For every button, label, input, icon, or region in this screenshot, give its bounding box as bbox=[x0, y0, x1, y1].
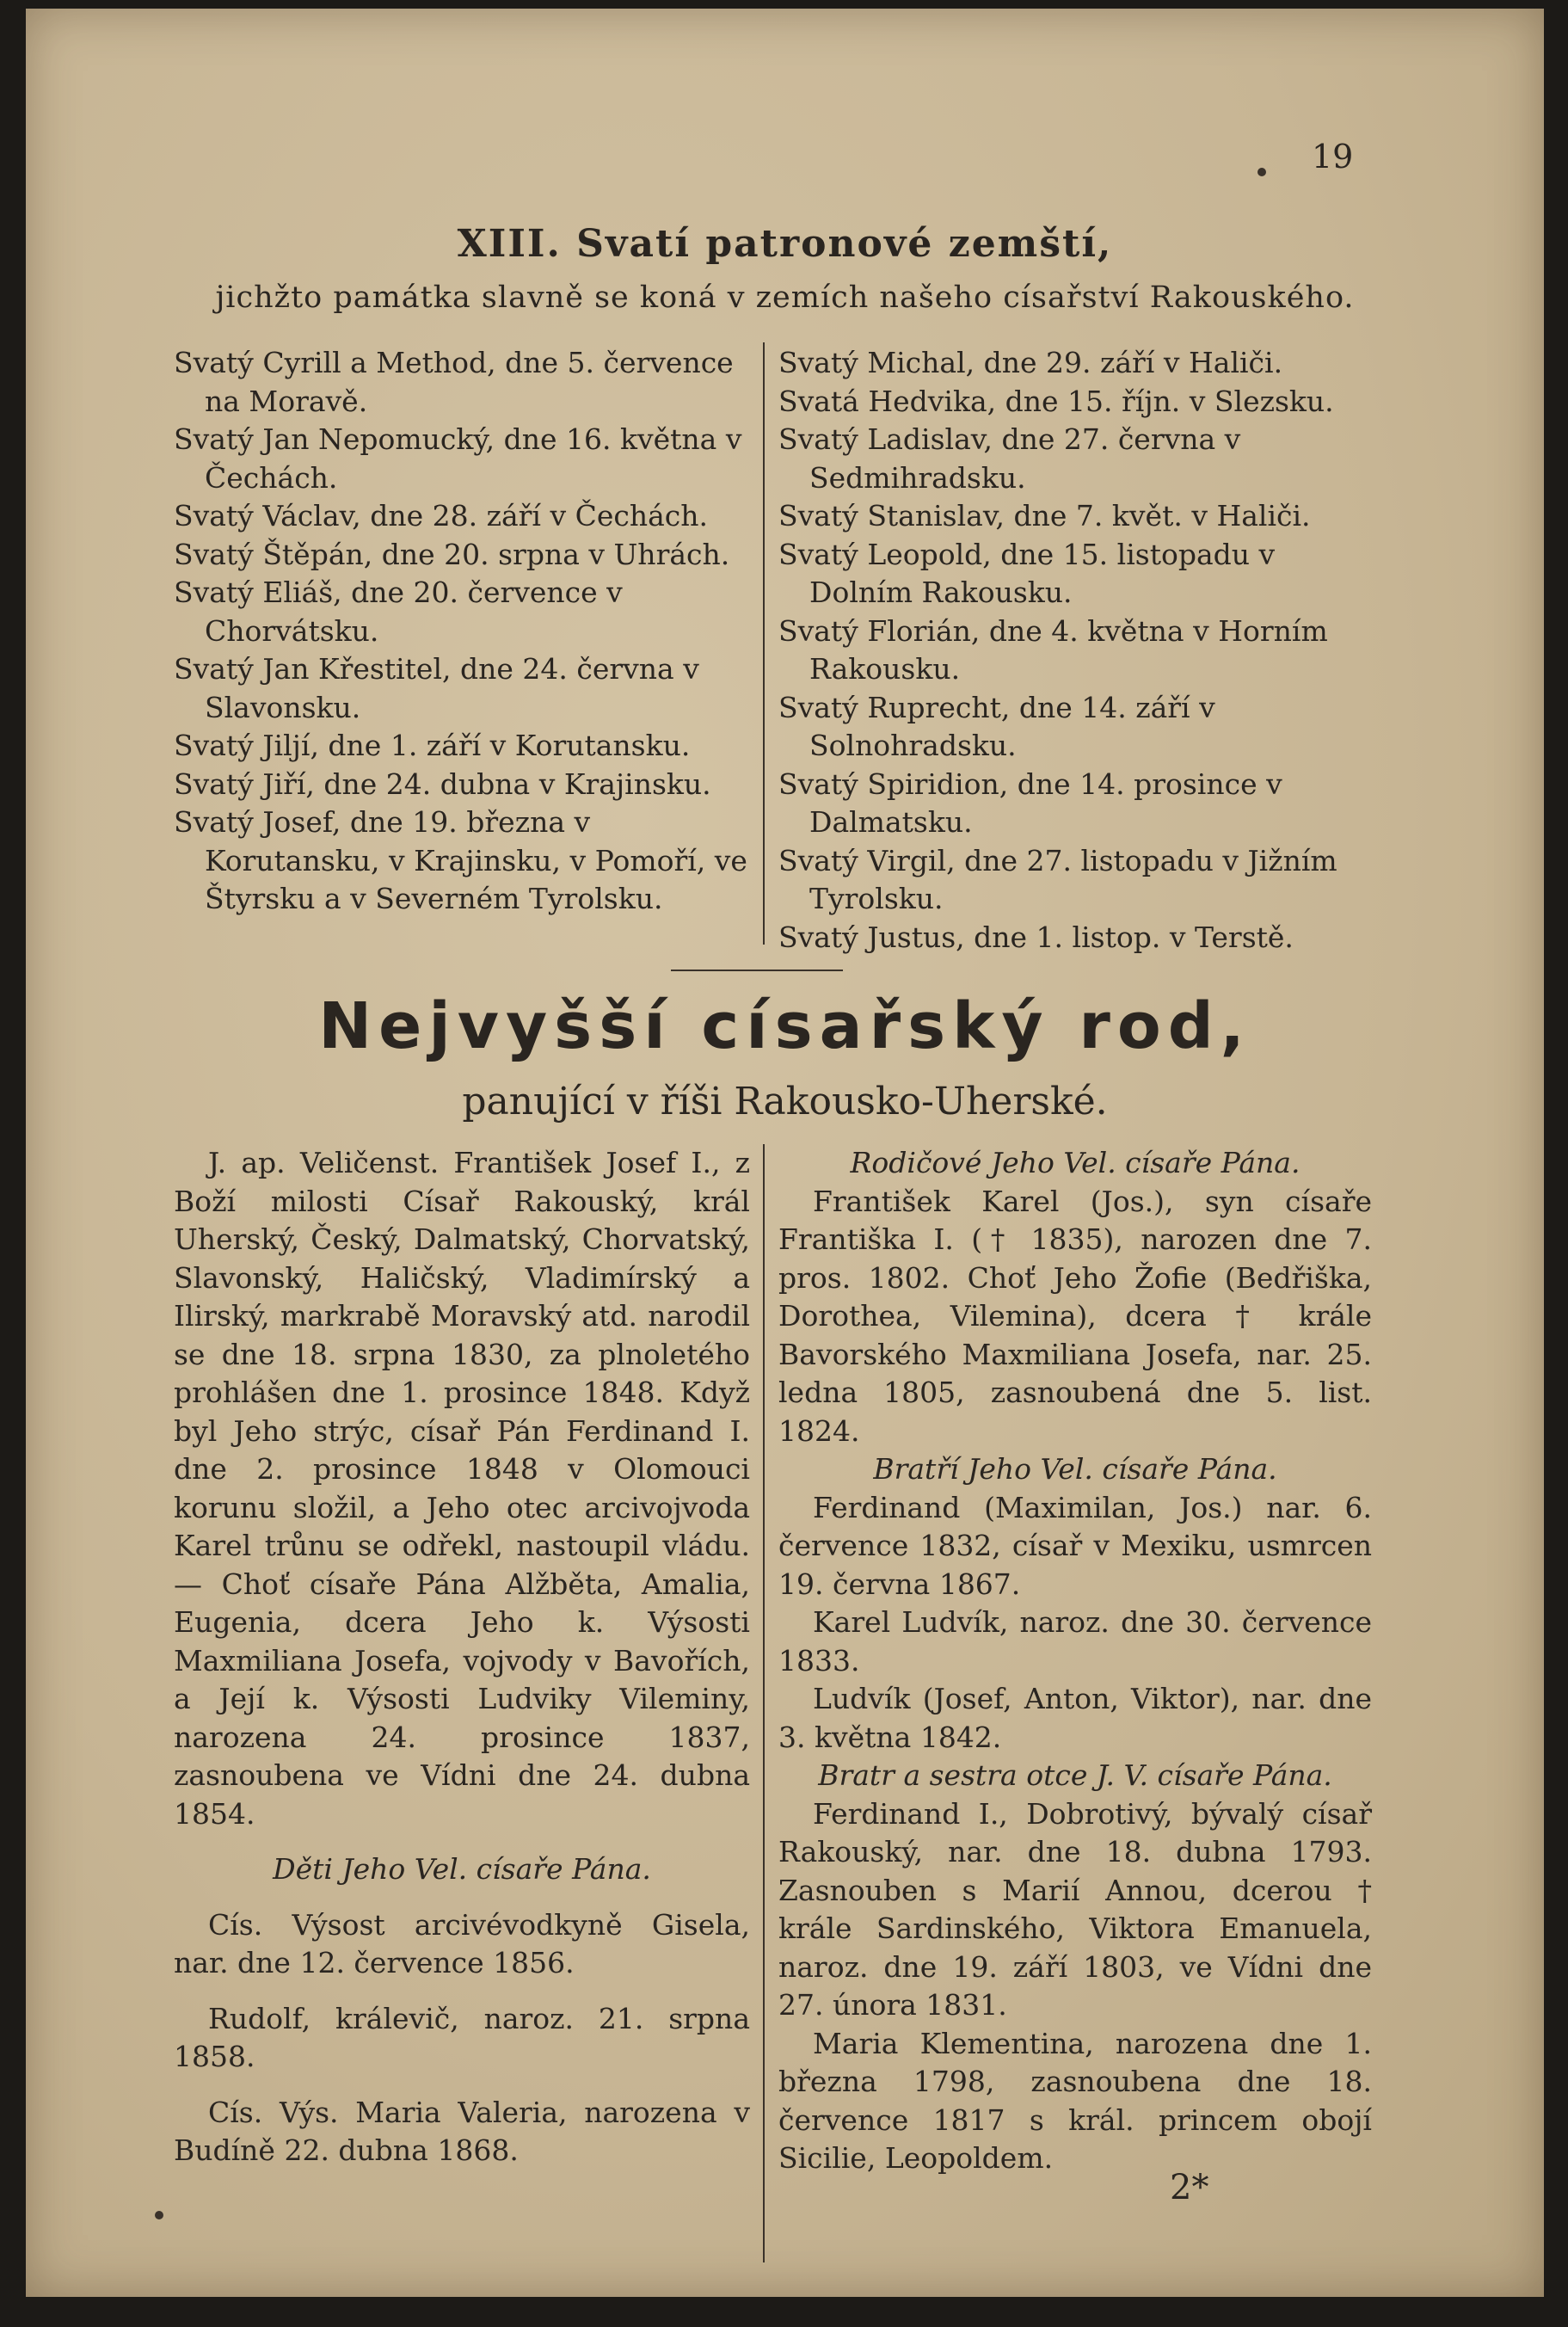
brother-entry: Karel Ludvík, naroz. dne 30. července 1833. bbox=[778, 1605, 1372, 1678]
saint-entry: Svatý Leopold, dne 15. listopadu v Dolním Rakousku. bbox=[778, 537, 1276, 609]
book-page bbox=[26, 9, 1544, 2297]
saint-entry: Svatý Justus, dne 1. listop. v Terstě. bbox=[778, 920, 1294, 954]
dynasty-subtitle: panující v říši Rakousko-Uherské. bbox=[462, 1080, 1108, 1123]
child-entry: Rudolf, králevič, naroz. 21. srpna 1858. bbox=[174, 2001, 750, 2073]
column-divider bbox=[763, 342, 765, 945]
section-subtitle: jichžto památka slavně se koná v zemích našeho císařství Rakouského. bbox=[215, 280, 1355, 315]
uncle-heading: Bratr a sestra otce J. V. císaře Pána. bbox=[818, 1758, 1332, 1792]
brother-entry: Ludvík (Josef, Anton, Viktor), nar. dne 3. května 1842. bbox=[778, 1682, 1372, 1754]
children-heading: Děti Jeho Vel. císaře Pána. bbox=[273, 1852, 651, 1886]
saint-entry: Svatý Michal, dne 29. září v Haliči. bbox=[778, 346, 1283, 379]
saint-entry: Svatý Ruprecht, dne 14. září v Solnohradsku. bbox=[778, 690, 1215, 762]
saint-entry: Svatý Václav, dne 28. září v Čechách. bbox=[174, 499, 709, 533]
saints-right-column bbox=[778, 344, 1380, 957]
section-title: XIII. Svatí patronové zemští, bbox=[457, 222, 1113, 266]
uncle-paragraph: Ferdinand I., Dobrotivý, bývalý císař Rakouský, nar. dne 18. dubna 1793. Zasnouben s Marií Annou, dcerou † krále Sardinského, Viktora Emanuela, naroz. dne 19. září 1803, ve Vídni dne 27. února 1831. bbox=[778, 1796, 1372, 2022]
brother-entry: Ferdinand (Maximilan, Jos.) nar. 6. července 1832, císař v Mexiku, usmrcen 19. června 1867. bbox=[778, 1490, 1372, 1601]
print-speck bbox=[1257, 168, 1266, 176]
parents-paragraph: František Karel (Jos.), syn císaře Františka I. († 1835), narozen dne 7. pros. 1802. Choť Jeho Žofie (Bedřiška, Dorothea, Vilemina), dcera † krále Bavorského Maxmiliana Josefa, nar. 25. ledna 1805, zasnoubená dne 5. list. 1824. bbox=[778, 1184, 1372, 1448]
saints-left-column bbox=[174, 344, 759, 919]
parents-heading: Rodičové Jeho Vel. císaře Pána. bbox=[850, 1146, 1301, 1179]
saint-entry: Svatý Florián, dne 4. května v Horním Rakousku. bbox=[778, 613, 1328, 686]
dynasty-title: Nejvyšší císařský rod, bbox=[318, 989, 1251, 1063]
signature-mark: 2* bbox=[1170, 2168, 1209, 2207]
saint-entry: Svatý Spiridion, dne 14. prosince v Dalmatsku. bbox=[778, 766, 1282, 839]
child-entry: Cís. Výsost arcivévodkyně Gisela, nar. dne 12. července 1856. bbox=[174, 1907, 750, 1979]
print-speck bbox=[155, 2211, 163, 2219]
saint-entry: Svatý Jan Křestitel, dne 24. června v Slavonsku. bbox=[174, 652, 699, 724]
column-divider bbox=[763, 1144, 765, 2262]
saint-entry: Svatý Jan Nepomucký, dne 16. května v Čechách. bbox=[174, 422, 742, 495]
aunt-paragraph: Maria Klementina, narozena dne 1. března 1798, zasnoubena dne 18. července 1817 s král. princem obojí Sicilie, Leopoldem. bbox=[778, 2026, 1372, 2175]
saint-entry: Svatý Josef, dne 19. března v Korutansku, v Krajinsku, v Pomoří, ve Štyrsku a v Severném Tyrolsku. bbox=[174, 805, 747, 915]
brothers-heading: Bratří Jeho Vel. císaře Pána. bbox=[873, 1452, 1277, 1486]
saint-entry: Svatý Cyrill a Method, dne 5. července na Moravě. bbox=[174, 346, 734, 418]
dynasty-left-column bbox=[174, 1144, 750, 2170]
saint-entry: Svatý Virgil, dne 27. listopadu v Jižním Tyrolsku. bbox=[778, 843, 1337, 915]
dynasty-right-column bbox=[778, 1144, 1372, 2178]
emperor-paragraph: J. ap. Veličenst. František Josef I., z Boží milosti Císař Rakouský, král Uherský, Český, Dalmatský, Chorvatský, Slavonský, Haličský, Vladimírský a Ilirský, markrabě Moravský atd. narodil se dne 18. srpna 1830, za plnoletého prohlášen dne 1. prosince 1848. Když byl Jeho strýc, císař Pán Ferdinand I. dne 2. prosince 1848 v Olomouci korunu složil, a Jeho otec arcivojvoda Karel trůnu se odřekl, nastoupil vládu. — Choť císaře Pána Alžběta, Amalia, Eugenia, dcera Jeho k. Výsosti Maxmiliana Josefa, vojvody v Bavořích, a Její k. Výsosti Ludviky Vileminy, narozena 24. prosince 1837, zasnoubena ve Vídni dne 24. dubna 1854. bbox=[174, 1146, 750, 1831]
saint-entry: Svatý Jiří, dne 24. dubna v Krajinsku. bbox=[174, 766, 711, 801]
section-rule bbox=[671, 970, 843, 971]
saint-entry: Svatý Stanislav, dne 7. květ. v Haliči. bbox=[778, 499, 1311, 533]
page-number: 19 bbox=[1312, 138, 1354, 175]
saint-entry: Svatý Eliáš, dne 20. července v Chorvátsku. bbox=[174, 576, 623, 648]
saint-entry: Svatý Štěpán, dne 20. srpna v Uhrách. bbox=[174, 537, 730, 571]
child-entry: Cís. Výs. Maria Valeria, narozena v Budíně 22. dubna 1868. bbox=[174, 2095, 750, 2167]
saint-entry: Svatý Jiljí, dne 1. září v Korutansku. bbox=[174, 729, 691, 762]
saint-entry: Svatá Hedvika, dne 15. říjn. v Slezsku. bbox=[778, 384, 1334, 418]
saint-entry: Svatý Ladislav, dne 27. června v Sedmihradsku. bbox=[778, 422, 1241, 495]
